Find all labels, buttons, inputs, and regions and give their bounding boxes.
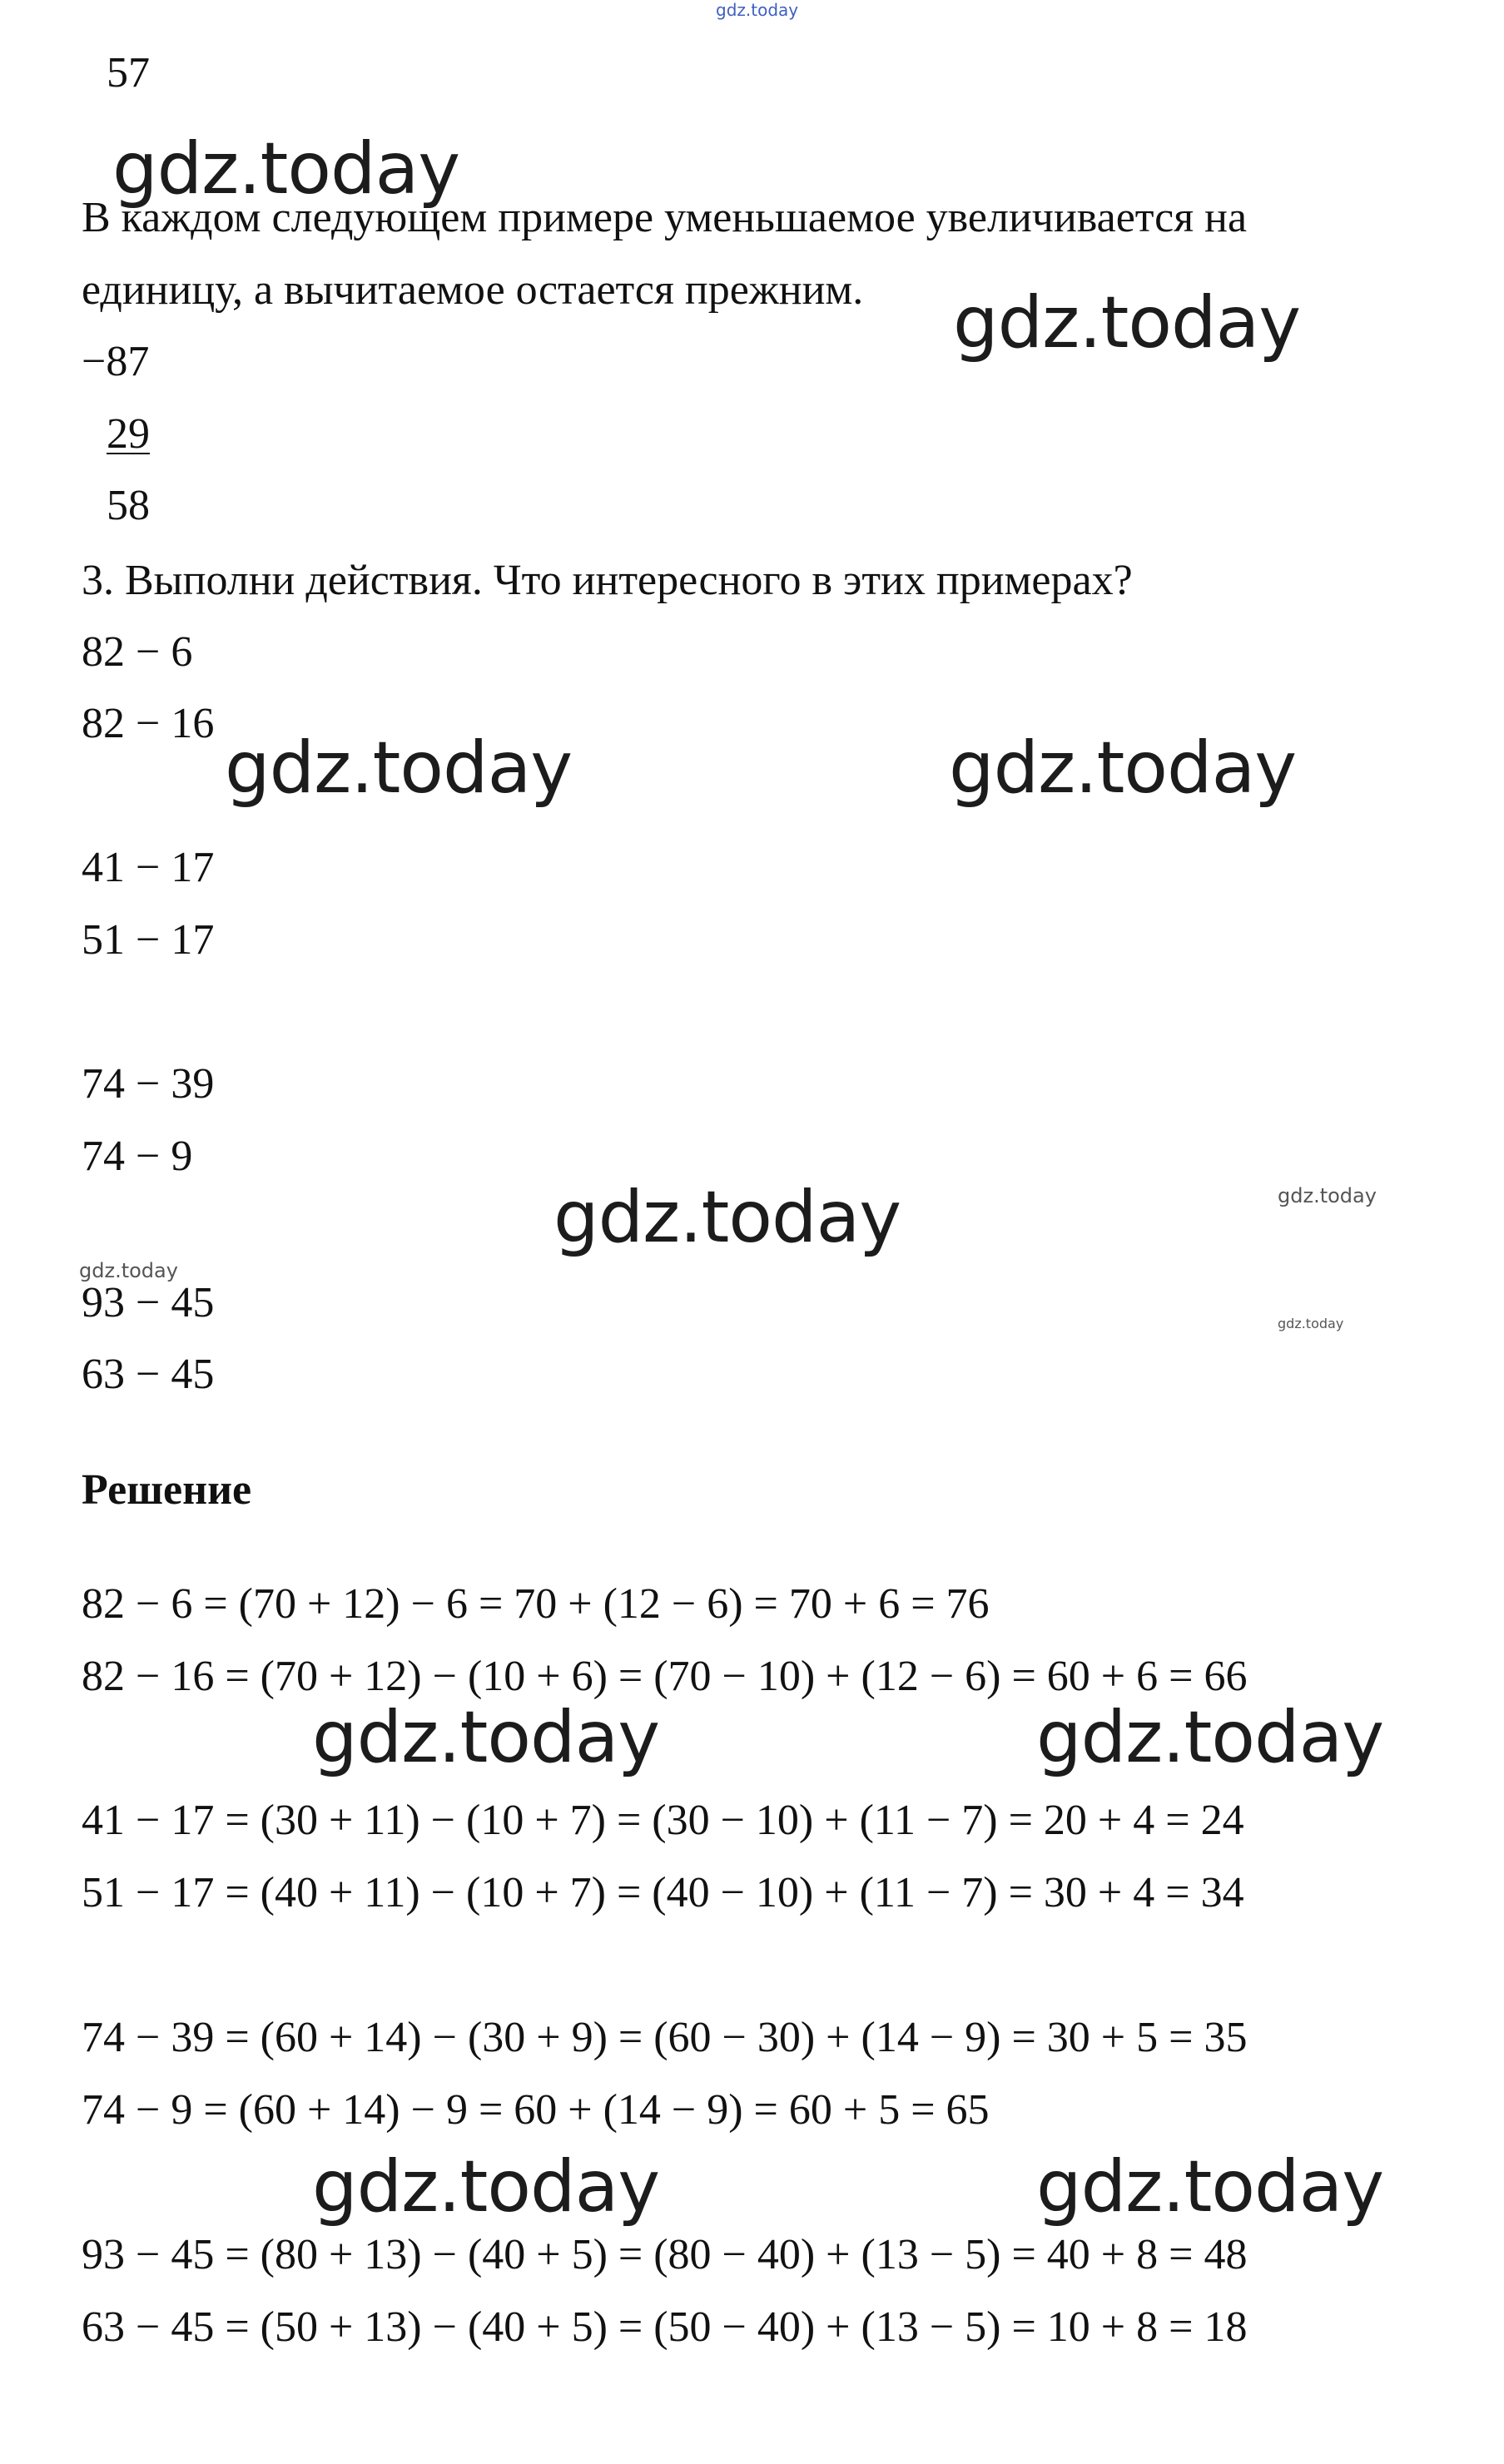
watermark: gdz.today [79, 1259, 178, 1282]
watermark: gdz.today [949, 726, 1297, 810]
solution-line: 82 − 16 = (70 + 12) − (10 + 6) = (70 − 10) + (12 − 6) = 60 + 6 = 66 [82, 1653, 1248, 1700]
solution-line: 51 − 17 = (40 + 11) − (10 + 7) = (40 − 10) + (11 − 7) = 30 + 4 = 34 [82, 1869, 1244, 1916]
example: 51 − 17 [82, 916, 215, 964]
example: 93 − 45 [82, 1279, 215, 1326]
column-minuend: −87 [82, 338, 150, 385]
explanation-line: В каждом следующем примере уменьшаемое увеличивается на [82, 194, 1248, 241]
watermark: gdz.today [1278, 1316, 1344, 1331]
example: 74 − 9 [82, 1133, 193, 1180]
watermark: gdz.today [225, 726, 573, 810]
example: 74 − 39 [82, 1060, 215, 1108]
watermark: gdz.today [716, 0, 799, 20]
solution-line: 74 − 9 = (60 + 14) − 9 = 60 + (14 − 9) = 60 + 5 = 65 [82, 2086, 990, 2134]
example: 82 − 16 [82, 700, 215, 747]
previous-answer-number: 57 [107, 49, 150, 97]
solution-line: 41 − 17 = (30 + 11) − (10 + 7) = (30 − 10) + (11 − 7) = 20 + 4 = 24 [82, 1797, 1244, 1844]
watermark: gdz.today [312, 2145, 660, 2229]
watermark: gdz.today [1036, 1696, 1384, 1779]
watermark: gdz.today [553, 1176, 901, 1259]
example: 82 − 6 [82, 628, 193, 676]
solution-line: 63 − 45 = (50 + 13) − (40 + 5) = (50 − 40) + (13 − 5) = 10 + 8 = 18 [82, 2303, 1248, 2351]
solution-line: 93 − 45 = (80 + 13) − (40 + 5) = (80 − 40) + (13 − 5) = 40 + 8 = 48 [82, 2231, 1248, 2278]
watermark: gdz.today [953, 281, 1301, 364]
solution-heading: Решение [82, 1466, 252, 1514]
watermark: gdz.today [112, 127, 460, 211]
column-result: 58 [107, 482, 150, 529]
watermark: gdz.today [1036, 2145, 1384, 2229]
column-subtrahend: 29 [107, 410, 150, 458]
explanation-line: единицу, а вычитаемое остается прежним. [82, 266, 864, 314]
watermark: gdz.today [312, 1696, 660, 1779]
watermark: gdz.today [1278, 1184, 1377, 1207]
example: 63 − 45 [82, 1351, 215, 1398]
solution-line: 82 − 6 = (70 + 12) − 6 = 70 + (12 − 6) = 70 + 6 = 76 [82, 1580, 990, 1628]
solution-line: 74 − 39 = (60 + 14) − (30 + 9) = (60 − 30) + (14 − 9) = 30 + 5 = 35 [82, 2014, 1248, 2061]
task-title: 3. Выполни действия. Что интересного в этих примерах? [82, 557, 1133, 604]
example: 41 − 17 [82, 844, 215, 891]
